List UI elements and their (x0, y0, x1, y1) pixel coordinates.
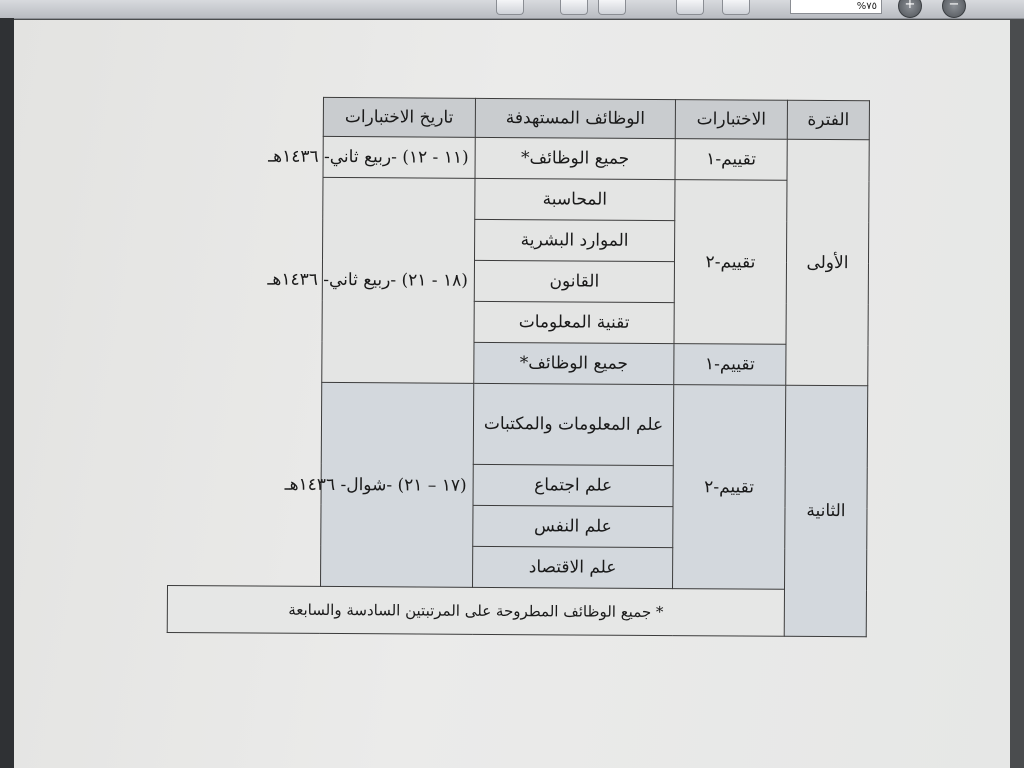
schedule-table-container (167, 96, 870, 637)
zoom-in-icon: + (904, 0, 916, 12)
zoom-in-button[interactable] (898, 0, 922, 18)
zoom-out-icon: − (948, 0, 960, 12)
job-cell: علم الاقتصاد (473, 546, 673, 588)
page-view-button[interactable] (496, 0, 524, 15)
period-cell: الأولى (786, 139, 870, 385)
job-cell: علم اجتماع (473, 464, 673, 506)
zoom-out-button[interactable] (942, 0, 966, 18)
test-cell: تقييم-١ (675, 139, 787, 181)
job-cell: علم النفس (473, 505, 673, 547)
job-cell: جميع الوظائف* (474, 342, 674, 384)
table-row (170, 136, 869, 181)
table-row (169, 340, 868, 385)
fit-width-button[interactable] (722, 0, 750, 15)
fit-page-button[interactable] (676, 0, 704, 15)
zoom-level-field[interactable]: %٧٥ (790, 0, 882, 14)
window-edge (0, 18, 14, 768)
footnote-text: * جميع الوظائف المطروحة على المرتبتين السادسة والسابعة (167, 585, 784, 636)
viewer-toolbar (0, 0, 1024, 19)
header-period: الفترة (787, 100, 869, 140)
tool-button[interactable] (560, 0, 588, 15)
job-cell: القانون (474, 260, 674, 302)
period-cell: الثانية (784, 385, 868, 636)
job-cell: جميع الوظائف* (475, 137, 675, 179)
footnote-row (167, 585, 866, 636)
date-cell: (١٨ - ٢١) -ربيع ثاني- ١٤٣٦هـ (321, 177, 475, 383)
table-header-row (170, 97, 869, 140)
job-cell: تقنية المعلومات (474, 301, 674, 343)
table-row (168, 381, 867, 466)
header-date: تاريخ الاختبارات (323, 97, 476, 137)
job-cell: المحاسبة (475, 178, 675, 220)
tool-button[interactable] (598, 0, 626, 15)
test-cell: تقييم-٢ (674, 180, 787, 345)
test-cell: تقييم-١ (674, 344, 786, 386)
header-jobs: الوظائف المستهدفة (475, 98, 675, 138)
date-cell: (١١ - ١٢) -ربيع ثاني- ١٤٣٦هـ (323, 136, 476, 178)
date-cell: (١٧ – ٢١) -شوال- ١٤٣٦هـ (320, 382, 474, 587)
test-cell: تقييم-٢ (673, 385, 786, 590)
table-row (170, 177, 869, 222)
job-cell: علم المعلومات والمكتبات (473, 383, 673, 465)
exam-schedule-table (167, 96, 870, 637)
header-tests: الاختبارات (675, 100, 787, 140)
job-cell: الموارد البشرية (475, 219, 675, 261)
